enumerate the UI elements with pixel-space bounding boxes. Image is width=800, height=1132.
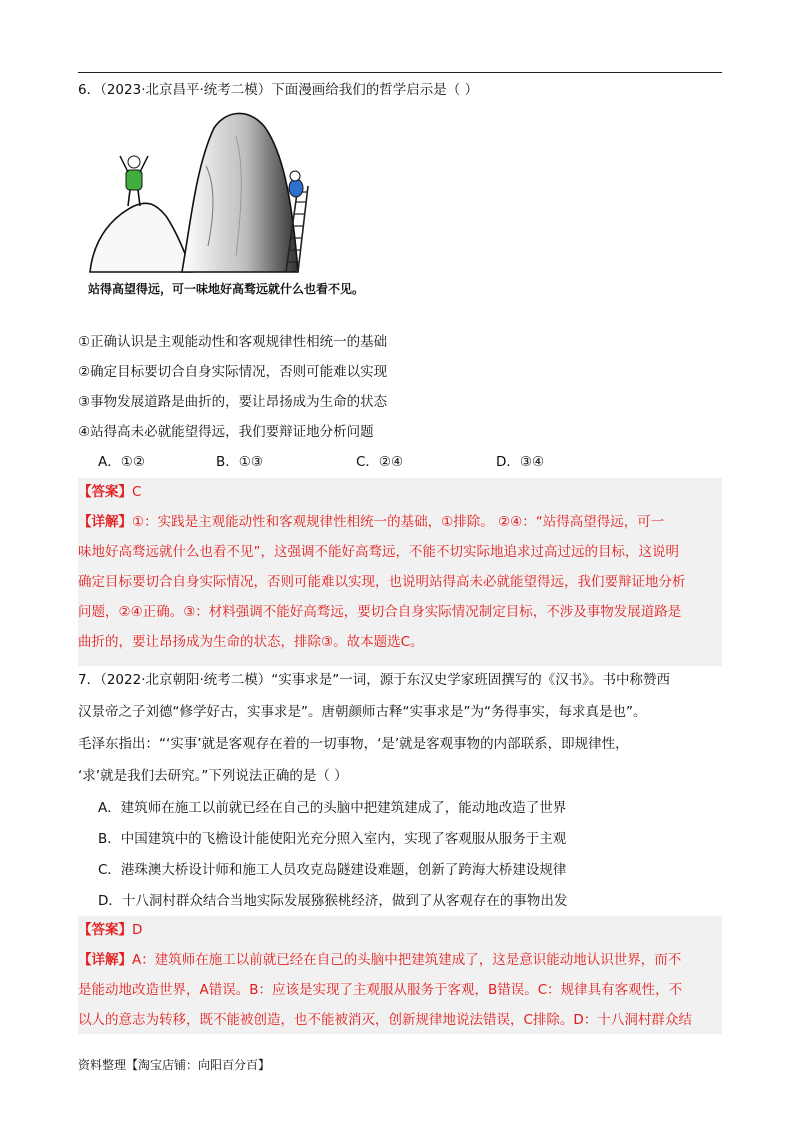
q7-stem-line-2: 汉景帝之子刘德“修学好古，实事求是”。唐朝颜师古释“实事求是”为“务得事实，每求真是也”。 [78,704,647,720]
comic-illustration [86,106,346,276]
page-footer: 资料整理【淘宝店铺：向阳百分百】 [78,1058,271,1072]
q6-option-c[interactable]: C．②④ [356,454,404,470]
q7-option-a[interactable]: A．建筑师在施工以前就已经在自己的头脑中把建筑建成了，能动地改造了世界 [98,800,567,816]
q6-detail-line-3: 确定目标要切合自身实际情况，否则可能难以实现，也说明站得高未必就能望得远，我们要辩证地分析 [78,574,686,590]
top-rule [78,72,722,73]
q7-answer-box [78,916,722,1034]
q6-answer-box [78,478,722,666]
q6-detail-line-5: 曲折的，要让昂扬成为生命的状态，排除③。故本题选C。 [78,634,424,650]
q7-answer [78,920,142,940]
q6-detail-line-1 [78,512,664,532]
statement-4: ④站得高未必就能望得远，我们要辩证地分析问题 [78,424,374,440]
q6-option-d[interactable]: D．③④ [496,454,545,470]
q6-option-b[interactable]: B．①③ [216,454,263,470]
q7-stem-line-1: 7．（2022·北京朝阳·统考二模）“实事求是”一词，源于东汉史学家班固撰写的《汉书》。书中称赞西 [78,672,671,688]
q6-answer [78,482,141,502]
q6-stem: 6．（2023·北京昌平·统考二模）下面漫画给我们的哲学启示是（ ） [78,82,479,98]
q6-detail-label: 【详解】 [78,514,132,530]
statement-1: ①正确认识是主观能动性和客观规律性相统一的基础 [78,334,388,350]
q7-detail-label: 【详解】 [78,952,132,968]
comic-caption: 站得高望得远，可一味地好高骛远就什么也看不见。 [88,282,365,296]
statement-3: ③事物发展道路是曲折的，要让昂扬成为生命的状态 [78,394,388,410]
q6-option-a[interactable]: A．①② [98,454,145,470]
q7-detail-line-1 [78,950,681,970]
q7-detail-line-3: 以人的意志为转移，既不能被创造，也不能被消灭，创新规律地说法错误，C排除。D：十八洞村群众结 [78,1012,692,1028]
q7-stem-line-4: ‘求’就是我们去研究。”下列说法正确的是（ ） [78,768,348,784]
q6-detail-line-4: 问题，②④正确。③：材料强调不能好高骛远，要切合自身实际情况制定目标，不涉及事物发展道路是 [78,604,682,620]
q7-answer-value: D [132,922,143,938]
q6-answer-label: 【答案】 [78,484,132,500]
q7-stem-line-3: 毛泽东指出：“‘实事’就是客观存在着的一切事物，‘是’就是客观事物的内部联系，即规律性， [78,736,629,752]
statement-2: ②确定目标要切合自身实际情况，否则可能难以实现 [78,364,388,380]
q7-option-b[interactable]: B．中国建筑中的飞檐设计能使阳光充分照入室内，实现了客观服从服务于主观 [98,831,567,847]
q6-options [98,452,718,472]
q7-detail-text-1: A：建筑师在施工以前就已经在自己的头脑中把建筑建成了，这是意识能动地认识世界，而不 [132,952,682,968]
q6-answer-value: C [132,484,142,500]
q7-answer-label: 【答案】 [78,922,132,938]
q6-detail-line-2: 味地好高骛远就什么也看不见”，这强调不能好高骛远，不能不切实际地追求过高过远的目标，这说明 [78,544,679,560]
q7-option-c[interactable]: C．港珠澳大桥设计师和施工人员攻克岛隧建设难题，创新了跨海大桥建设规律 [98,862,567,878]
q6-detail-text-1: ①：实践是主观能动性和客观规律性相统一的基础，①排除。 ②④：“站得高望得远，可一 [132,514,665,530]
q7-detail-line-2: 是能动地改造世界，A错误。B：应该是实现了主观服从服务于客观，B错误。C：规律具有客观性，不 [78,982,683,998]
q7-option-d[interactable]: D．十八洞村群众结合当地实际发展猕猴桃经济，做到了从客观存在的事物出发 [98,893,568,909]
